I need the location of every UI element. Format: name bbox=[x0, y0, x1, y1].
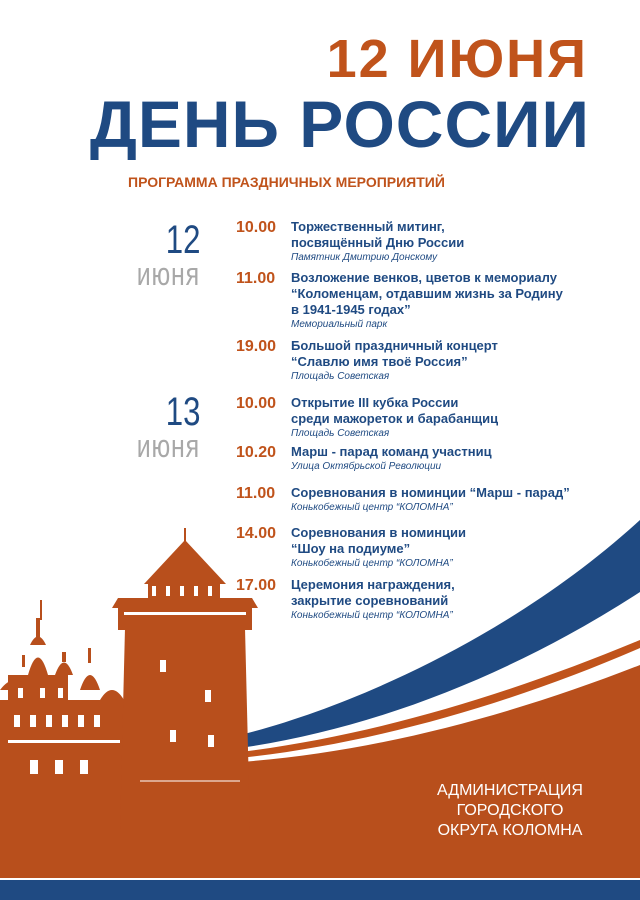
event-place: Конькобежный центр “КОЛОМНА” bbox=[291, 558, 453, 569]
bottom-bar bbox=[0, 880, 640, 900]
day-13-month: июня bbox=[136, 428, 200, 464]
day-12-number: 12 bbox=[165, 218, 200, 262]
footer-line: АДМИНИСТРАЦИЯ bbox=[437, 782, 583, 799]
event-title: Марш - парад команд участниц bbox=[291, 444, 492, 459]
event-time: 19.00 bbox=[236, 338, 277, 355]
event-time: 14.00 bbox=[236, 525, 277, 542]
event-time: 10.00 bbox=[236, 219, 277, 236]
program-subtitle: ПРОГРАММА ПРАЗДНИЧНЫХ МЕРОПРИЯТИЙ bbox=[128, 174, 445, 190]
event-place: Мемориальный парк bbox=[291, 319, 388, 330]
footer-organizer bbox=[400, 781, 620, 841]
event-title: Открытие III кубка России среди мажореток и барабанщиц bbox=[291, 395, 499, 426]
event-time: 11.00 bbox=[236, 485, 276, 502]
event-place: Конькобежный центр “КОЛОМНА” bbox=[291, 610, 453, 621]
event-place: Площадь Советская bbox=[291, 428, 390, 439]
event-time: 17.00 bbox=[236, 577, 277, 594]
day-13-number: 13 bbox=[165, 390, 200, 434]
day-12-month: июня bbox=[136, 256, 200, 292]
event-place: Памятник Дмитрию Донскому bbox=[291, 252, 438, 263]
event-title: Возложение венков, цветов к мемориалу “Коломенцам, отдавшим жизнь за Родину в 1941-1945 годах” bbox=[291, 270, 563, 317]
event-place: Улица Октябрьской Революции bbox=[291, 461, 442, 472]
event-time: 10.00 bbox=[236, 395, 277, 412]
event-title: Большой праздничный концерт “Славлю имя твоё Россия” bbox=[291, 338, 498, 369]
event-time: 10.20 bbox=[236, 444, 277, 461]
header-date: 12 ИЮНЯ bbox=[326, 29, 588, 89]
footer-line: ГОРОДСКОГО bbox=[456, 802, 564, 819]
event-time: 11.00 bbox=[236, 270, 276, 287]
footer-line: ОКРУГА КОЛОМНА bbox=[437, 822, 583, 839]
event-title: Соревнования в номинции “Марш - парад” bbox=[291, 485, 570, 500]
event-title: Церемония награждения, закрытие соревнований bbox=[291, 577, 455, 608]
event-place: Конькобежный центр “КОЛОМНА” bbox=[291, 502, 453, 513]
header-title: ДЕНЬ РОССИИ bbox=[89, 87, 590, 161]
tower-illustration bbox=[112, 528, 258, 830]
event-title: Соревнования в номинции “Шоу на подиуме” bbox=[291, 525, 467, 556]
event-place: Площадь Советская bbox=[291, 371, 390, 382]
event-title: Торжественный митинг, посвящённый Дню России bbox=[291, 219, 465, 250]
